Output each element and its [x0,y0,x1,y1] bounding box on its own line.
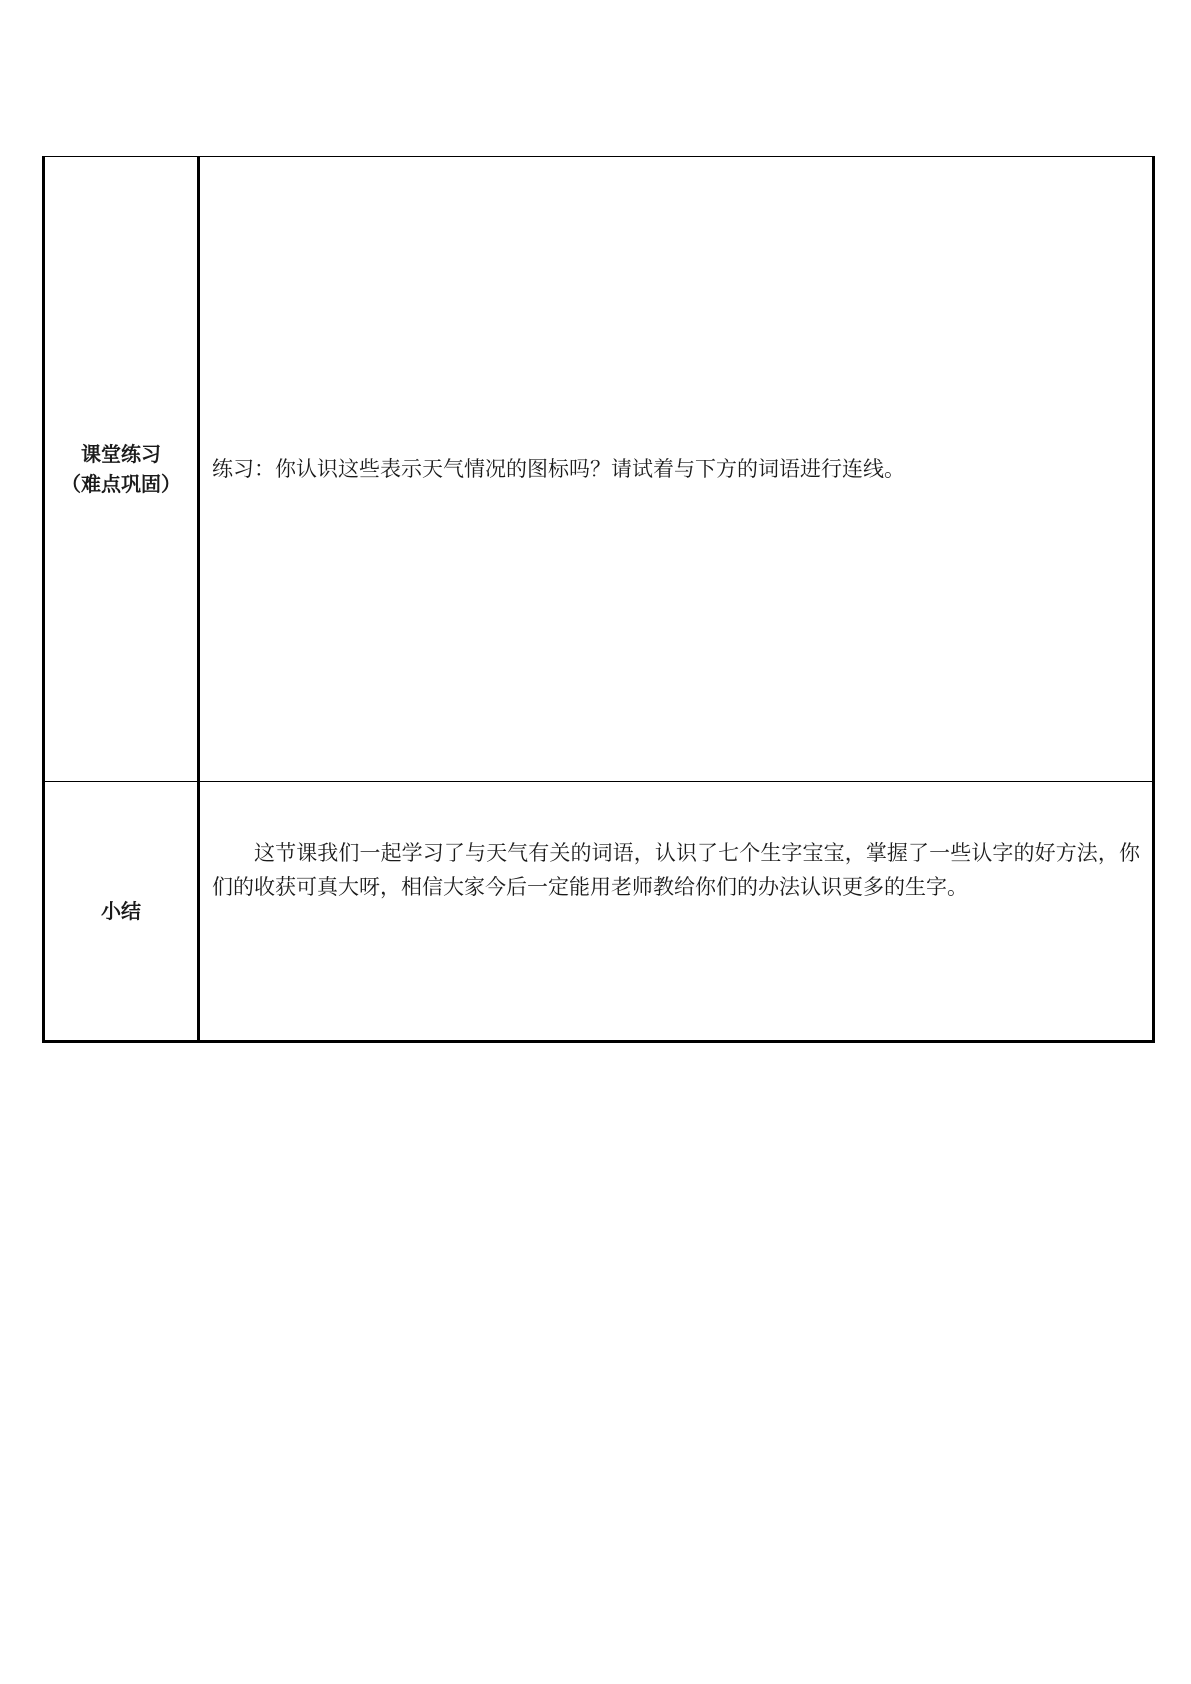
row-label-title: 课堂练习 [81,442,161,466]
row-label-subtitle: （难点巩固） [61,472,181,496]
row-label-summary [44,782,199,1042]
row-content-classroom-practice [199,157,1154,782]
lesson-plan-table [42,156,1155,1043]
practice-instruction-text: 练习：你认识这些表示天气情况的图标吗？请试着与下方的词语进行连线。 [212,457,905,481]
row-content-summary [199,782,1154,1042]
table-row-summary [44,782,1154,1042]
row-label-classroom-practice [44,157,199,782]
summary-paragraph: 这节课我们一起学习了与天气有关的词语，认识了七个生字宝宝，掌握了一些认字的好方法，你们的收获可真大呀，相信大家今后一定能用老师教给你们的办法认识更多的生字。 [212,841,1140,899]
row-label-title: 小结 [101,899,141,923]
table-row-classroom-practice [44,157,1154,782]
